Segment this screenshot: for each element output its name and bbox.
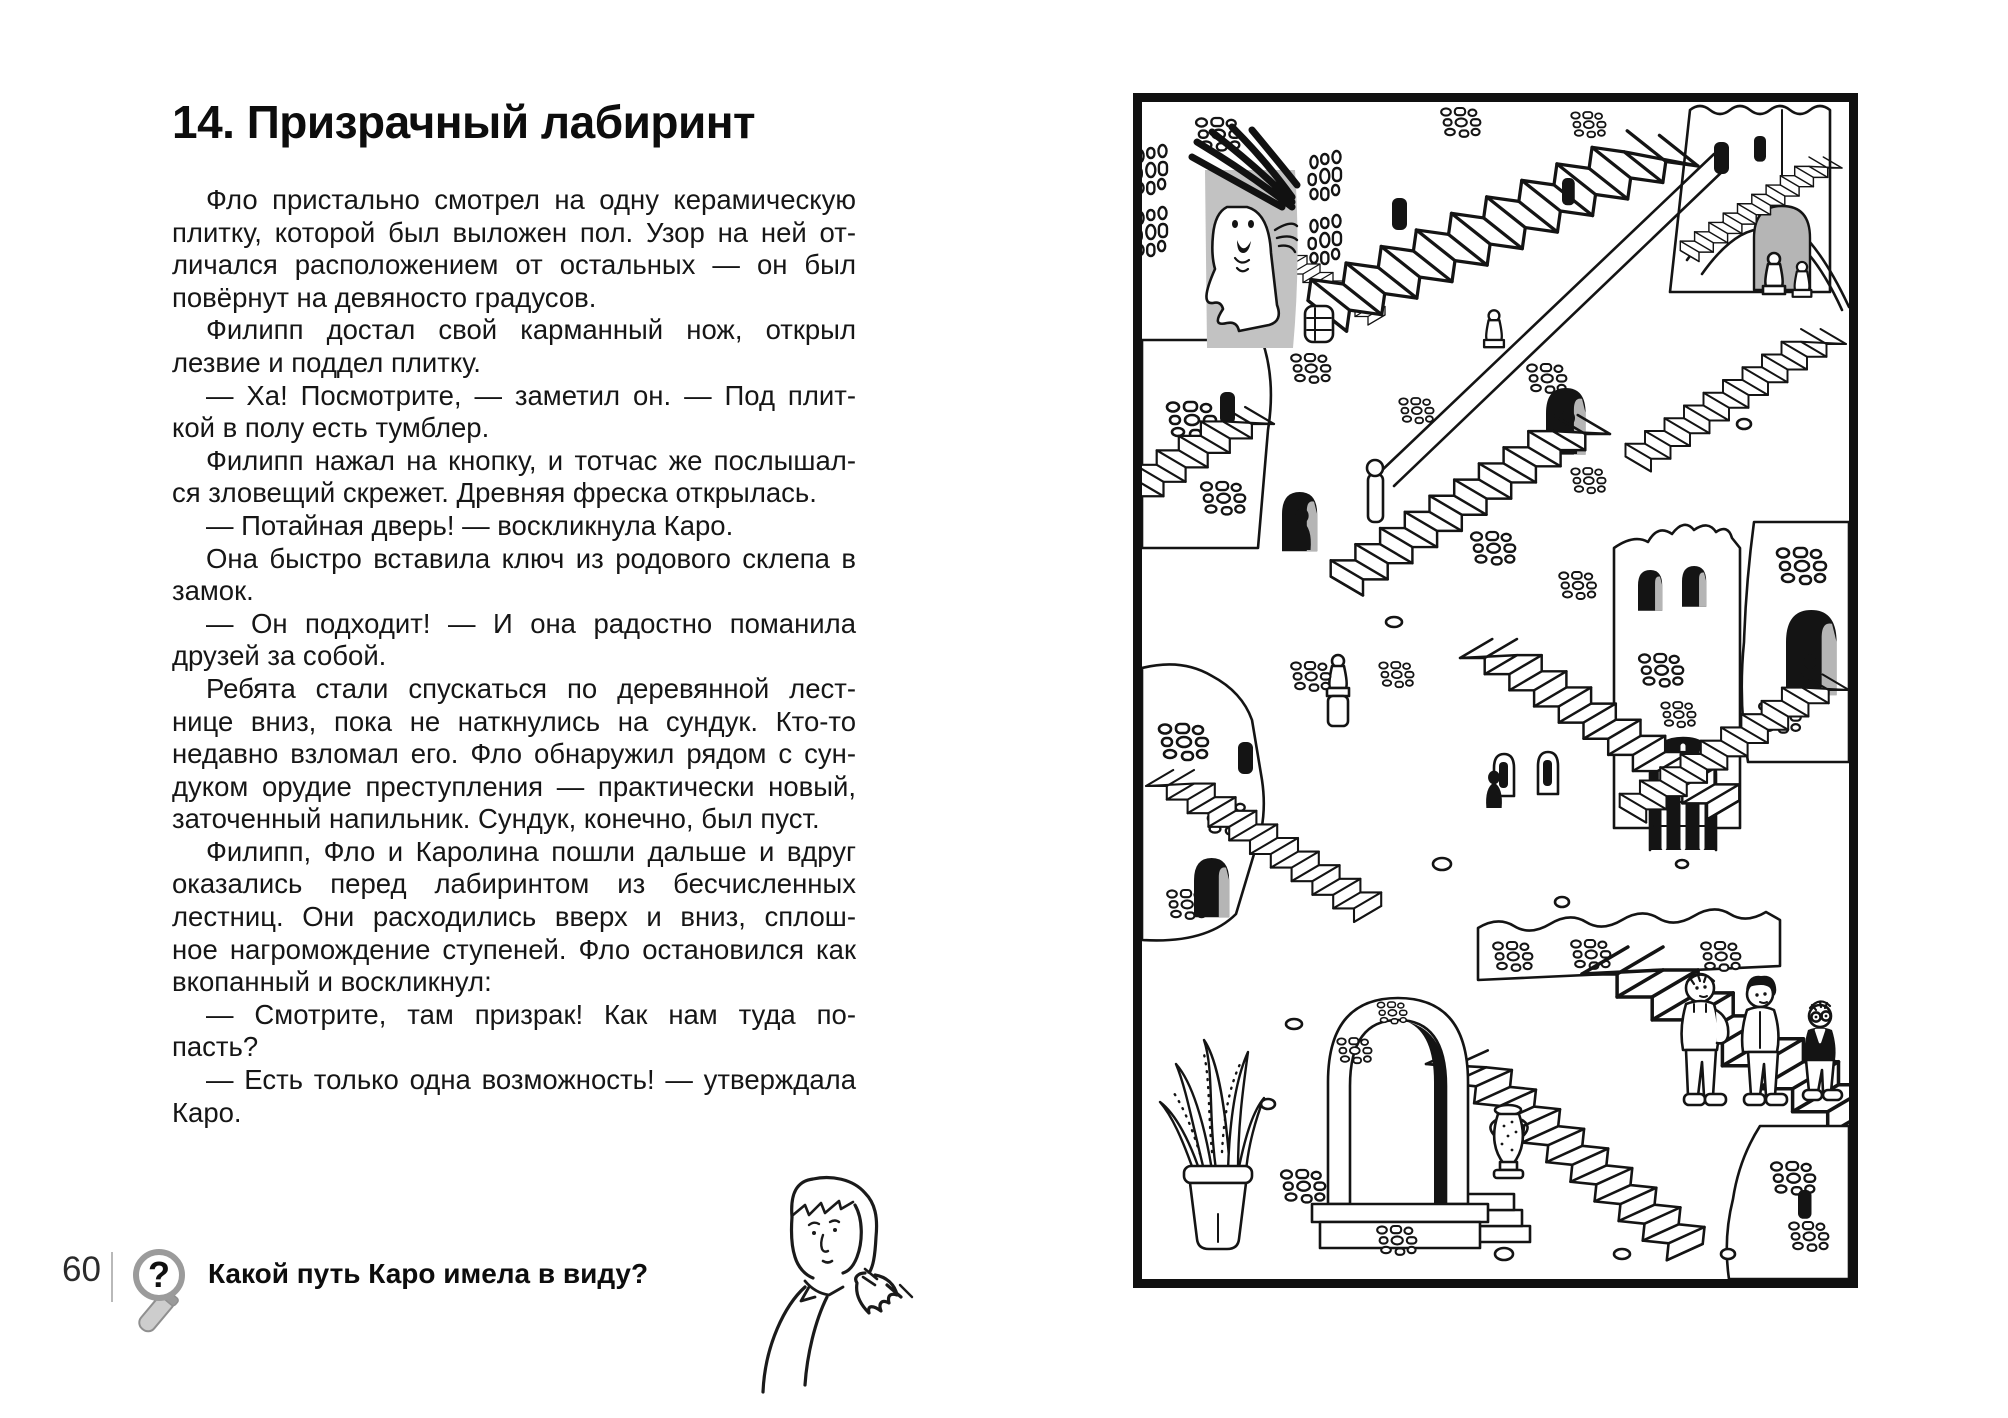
text-line: дуком орудие преступления — практически новый, xyxy=(172,770,856,802)
low-wall xyxy=(1478,909,1780,980)
text-line: недавно взломал его. Фло обнаружил рядом с сун- xyxy=(172,738,856,770)
paragraph xyxy=(172,608,856,673)
eye-left xyxy=(812,1231,816,1235)
text-line: Филипп нажал на кнопку, и тотчас же послышал- xyxy=(206,444,856,476)
text-line: Филипп, Фло и Каролина пошли дальше и вдруг xyxy=(206,835,856,867)
stone-arch-portal xyxy=(1312,998,1488,1248)
paragraph xyxy=(172,445,856,510)
text-line: Филипп достал свой карманный нож, открыл xyxy=(206,314,856,346)
page-number: 60 xyxy=(62,1250,101,1289)
text-line: кой в полу есть тумблер. xyxy=(172,412,490,444)
text-line: пасть? xyxy=(172,1031,259,1063)
gothic-windows xyxy=(1494,752,1558,796)
text-line: оказались перед лабиринтом из бесчисленных xyxy=(172,868,856,900)
text-line: ное нагромождение ступеней. Фло остановился как xyxy=(172,933,856,965)
footer-divider xyxy=(111,1252,113,1302)
hair-inner xyxy=(843,1205,861,1273)
text-line: ся зловещий скрежет. Древняя фреска открылась. xyxy=(172,477,817,509)
paragraph xyxy=(172,314,856,379)
text-line: повёрнут на девяносто градусов. xyxy=(172,281,597,313)
labyrinth-frame xyxy=(1133,93,1858,1288)
labyrinth-illustration xyxy=(1142,102,1849,1279)
text-line: Ребята стали спускаться по деревянной лест- xyxy=(206,672,856,704)
center-portal xyxy=(1527,364,1605,493)
text-line: лестниц. Они расходились вверх и вниз, сплош- xyxy=(172,901,856,933)
eye-right xyxy=(833,1228,837,1232)
story-text xyxy=(172,184,856,1129)
puzzle-question: Какой путь Каро имела в виду? xyxy=(208,1258,649,1289)
paragraph xyxy=(172,543,856,608)
hair-outline xyxy=(792,1178,877,1273)
text-line: Фло пристально смотрел на одну керамическую xyxy=(206,184,856,215)
back-fold xyxy=(805,1297,827,1385)
face-outline xyxy=(791,1217,813,1278)
scarf xyxy=(801,1281,843,1301)
text-line: — Ха! Посмотрите, — заметил он. — Под плит- xyxy=(206,379,856,411)
brow-left xyxy=(809,1223,819,1225)
paragraph xyxy=(172,1064,856,1129)
paragraph xyxy=(172,184,856,314)
text-line: личался расположением от остальных — он был xyxy=(172,249,856,281)
text-line: замок. xyxy=(172,575,254,607)
brow-right xyxy=(830,1221,839,1223)
paragraph xyxy=(172,999,856,1064)
ghost-figure xyxy=(1142,118,1341,348)
mouth xyxy=(823,1261,832,1263)
question-mark-glyph: ? xyxy=(148,1254,170,1295)
text-line: — Есть только одна возможность! — утверждала xyxy=(206,1064,856,1096)
chapter-title: 14. Призрачный лабиринт xyxy=(172,95,756,148)
text-line: — Потайная дверь! — воскликнула Каро. xyxy=(206,509,734,541)
paragraph xyxy=(172,673,856,836)
stray-hair xyxy=(900,1285,912,1297)
barrel xyxy=(1305,306,1333,342)
paragraph xyxy=(172,836,856,999)
text-line: — Он подходит! — И она радостно поманила xyxy=(206,607,856,639)
text-line: Она быстро вставила ключ из родового склепа в xyxy=(206,542,856,574)
text-line: плитку, которой был выложен пол. Узор на ней от- xyxy=(172,216,856,248)
paragraph xyxy=(172,380,856,445)
text-line: — Смотрите, там призрак! Как нам туда по- xyxy=(206,998,856,1030)
potted-plant xyxy=(1160,1040,1264,1249)
stair-upper-right xyxy=(1626,329,1847,472)
text-line: заточенный напильник. Сундук, конечно, был пуст. xyxy=(172,803,820,835)
corner-wall xyxy=(1727,1126,1849,1279)
paragraph xyxy=(172,510,856,543)
text-line: вкопанный и воскликнул: xyxy=(172,966,492,998)
text-line: друзей за собой. xyxy=(172,640,387,672)
text-line: Каро. xyxy=(172,1096,242,1128)
text-line: лезвие и поддел плитку. xyxy=(172,346,481,378)
bangs xyxy=(793,1201,853,1215)
grand-stair-top xyxy=(1305,102,1702,376)
kids-group xyxy=(1682,974,1842,1105)
shoulder-left xyxy=(763,1287,805,1392)
caro-illustration xyxy=(735,1145,1045,1418)
nose xyxy=(821,1235,828,1252)
text-line: нице вниз, пока не наткнулись на сундук. Кто-то xyxy=(172,705,856,737)
